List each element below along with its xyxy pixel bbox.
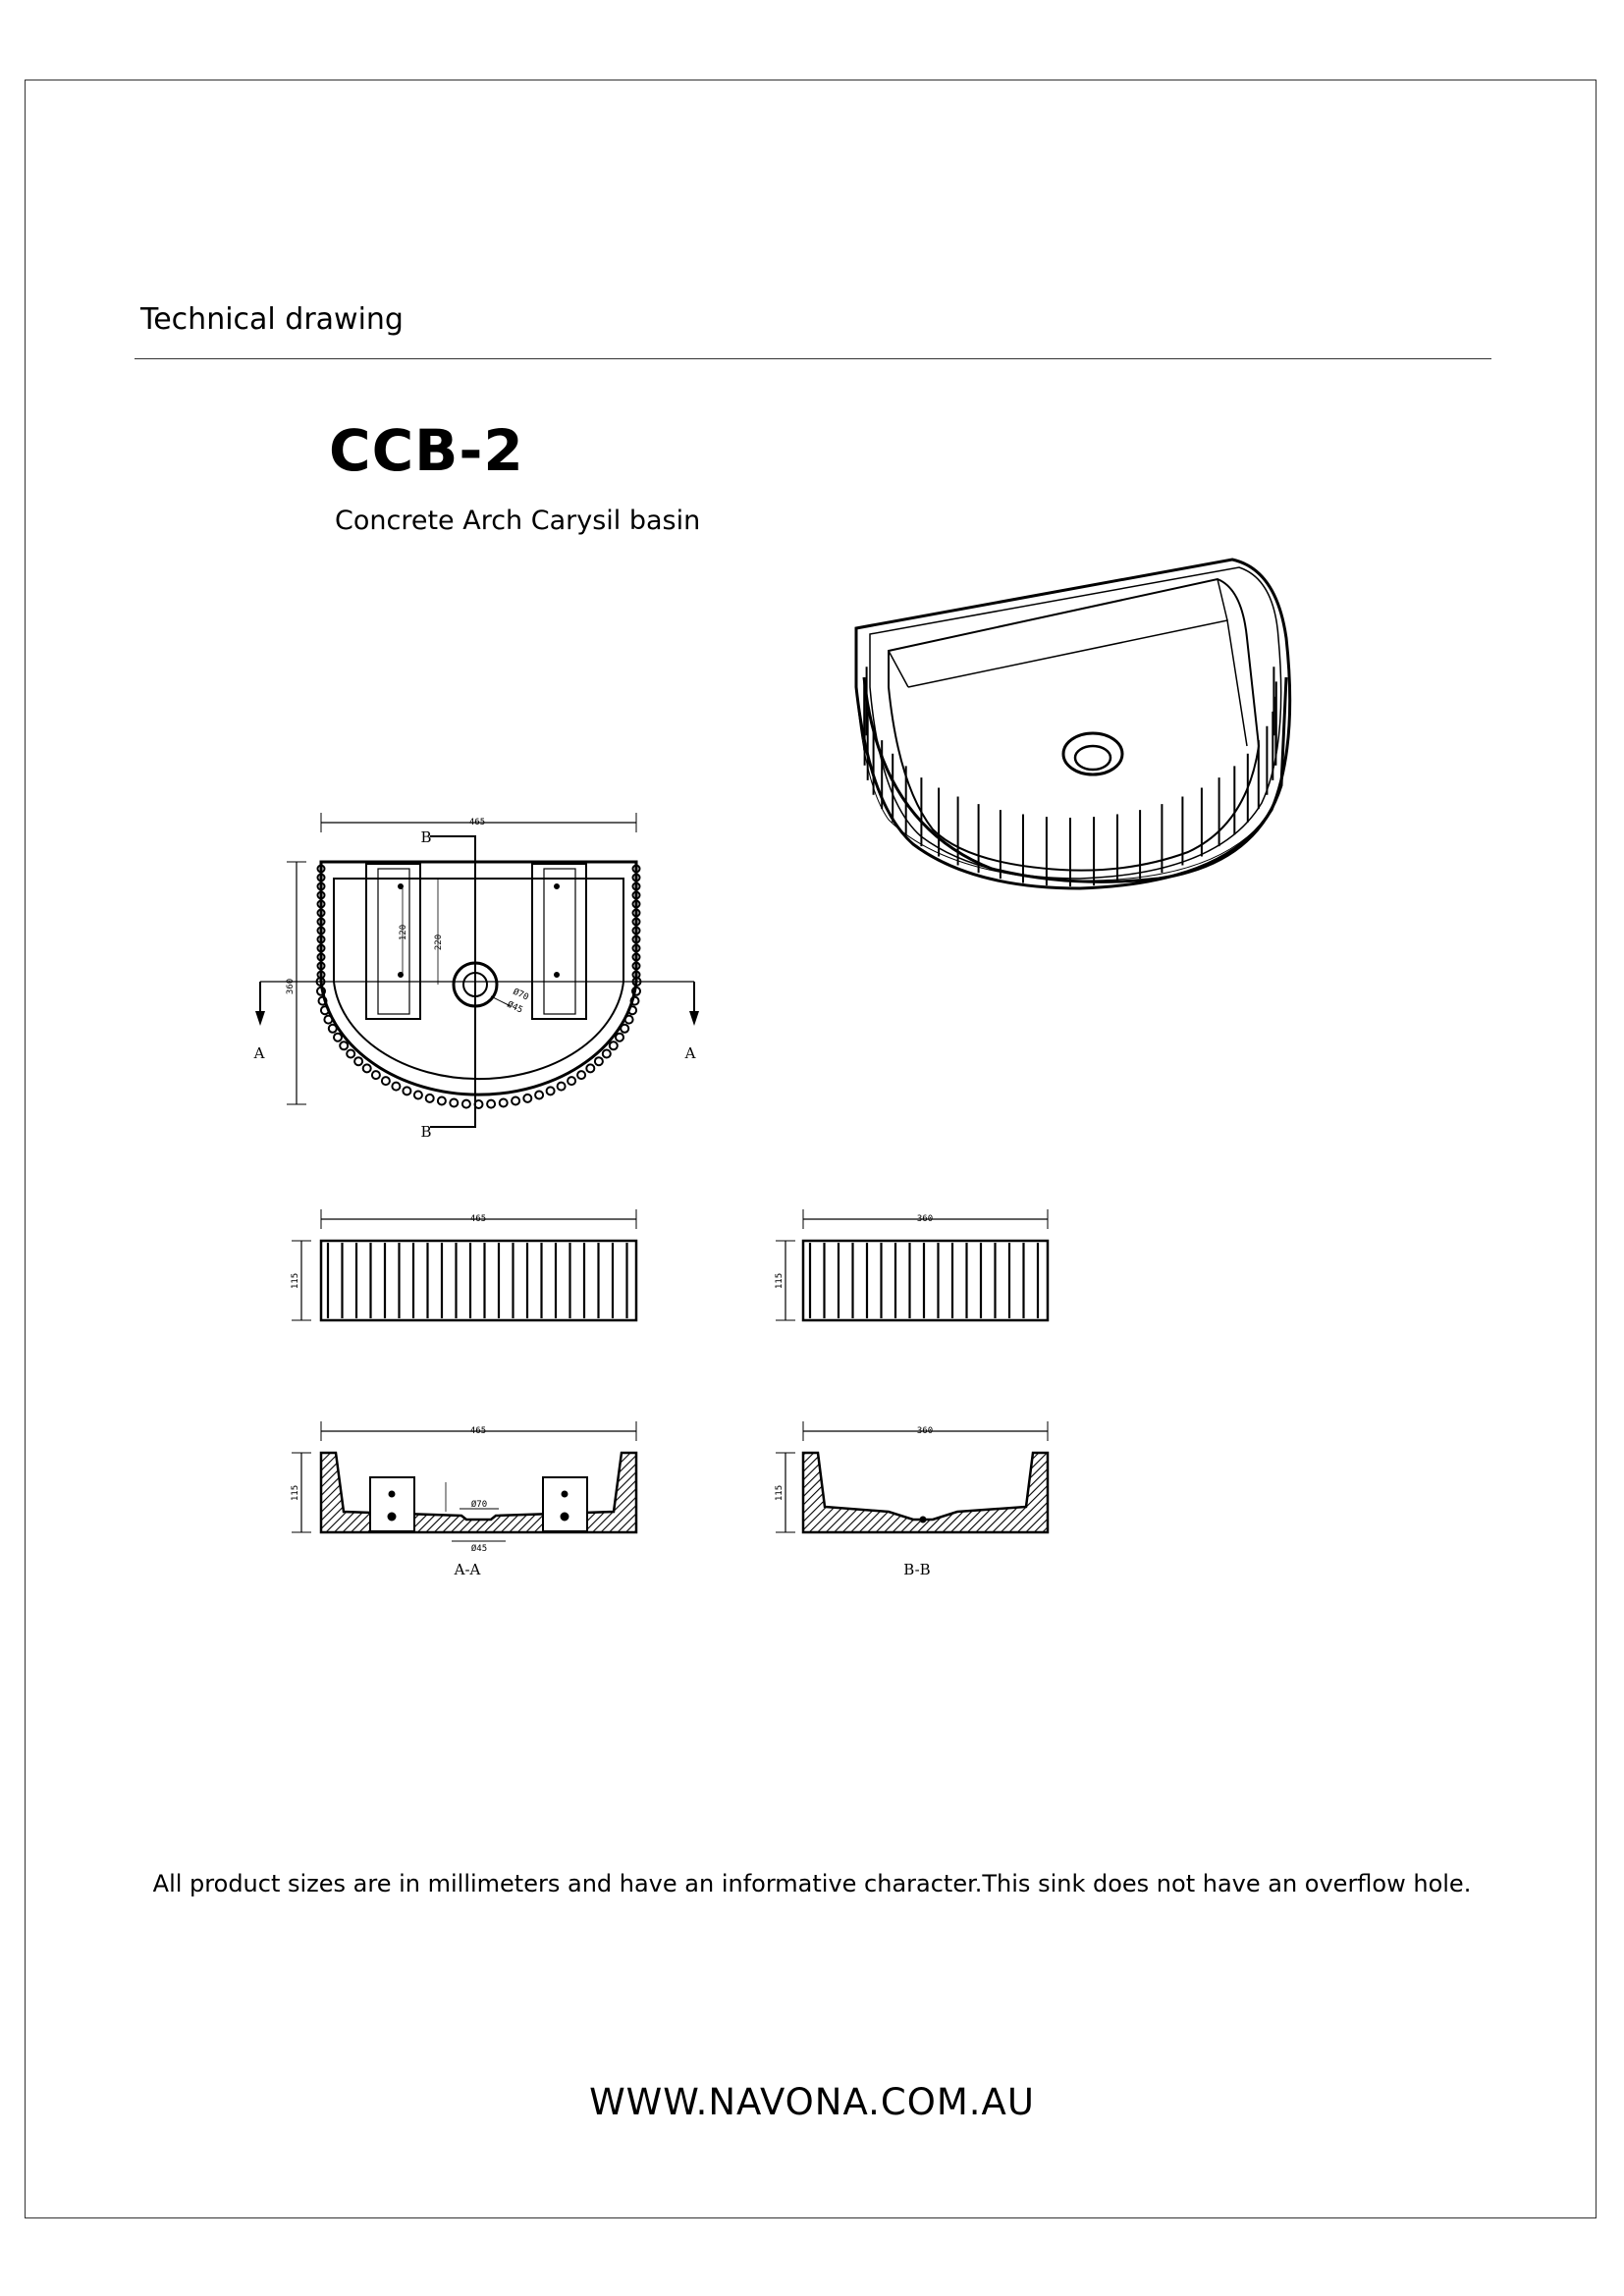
section-bb-label: B-B xyxy=(903,1561,931,1578)
website-link[interactable]: WWW.NAVONA.COM.AU xyxy=(589,2081,1035,2123)
plan-depth-dim: 360 xyxy=(286,978,296,995)
flute-scallop xyxy=(558,1083,566,1091)
front-width-dim: 465 xyxy=(469,1214,487,1224)
flute-scallop xyxy=(625,1016,633,1024)
section-aa-drain-inner: Ø70 xyxy=(470,1500,488,1510)
flute-scallop xyxy=(329,1025,337,1033)
plan-drain-dim-a: Ø70 xyxy=(511,987,530,1003)
flute-scallop xyxy=(616,1034,623,1041)
section-aa-width-dim: 465 xyxy=(469,1426,487,1436)
flute-scallop xyxy=(487,1100,495,1108)
section-aa-drain-outer: Ø45 xyxy=(470,1544,488,1554)
plan-inner-dim-b: 120 xyxy=(399,924,408,941)
flute-scallop xyxy=(426,1095,434,1102)
flute-scallop xyxy=(382,1077,390,1085)
side-elevation xyxy=(776,1209,1048,1320)
flute-scallop xyxy=(438,1097,446,1105)
section-bb xyxy=(776,1421,1048,1532)
flute-scallop xyxy=(414,1092,422,1099)
flute-scallop xyxy=(403,1087,410,1095)
flute-scallop xyxy=(450,1099,458,1107)
flute-scallop xyxy=(363,1064,371,1072)
plan-drain-dim-b: Ø45 xyxy=(505,999,524,1016)
flute-scallop xyxy=(535,1092,543,1099)
plan-width-dim: 465 xyxy=(468,818,486,828)
flute-scallop xyxy=(347,1050,354,1058)
header-title: Technical drawing xyxy=(140,302,404,337)
section-aa xyxy=(292,1421,636,1541)
flute-scallop xyxy=(586,1064,594,1072)
plan-inner-dim-a: 220 xyxy=(434,934,444,951)
flute-scallop xyxy=(334,1034,342,1041)
flute-scallop xyxy=(372,1071,380,1079)
front-elevation-flutes xyxy=(328,1243,627,1318)
flute-scallop xyxy=(462,1100,470,1108)
product-code: CCB-2 xyxy=(329,417,524,484)
flute-scallop xyxy=(340,1041,348,1049)
flute-scallop xyxy=(324,1016,332,1024)
front-height-dim: 115 xyxy=(291,1272,300,1290)
plan-section-marker-bottom: B xyxy=(420,1123,432,1141)
flute-scallop xyxy=(621,1025,628,1033)
flute-scallop xyxy=(523,1095,531,1102)
side-elevation-flutes xyxy=(810,1243,1038,1318)
footer-note: All product sizes are in millimeters and have an informative character.This sink does not have an overflow hole. xyxy=(152,1870,1472,1897)
isometric-bottom-edge xyxy=(864,677,1286,881)
side-width-dim: 360 xyxy=(916,1214,934,1224)
flute-scallop xyxy=(354,1057,362,1065)
plan-section-marker-left: A xyxy=(253,1044,265,1062)
product-name: Concrete Arch Carysil basin xyxy=(335,506,701,536)
section-bb-width-dim: 360 xyxy=(916,1426,934,1436)
flute-scallop xyxy=(568,1077,575,1085)
flute-scallop xyxy=(500,1099,508,1107)
section-bb-height-dim: 115 xyxy=(775,1484,785,1502)
plan-section-marker-right: A xyxy=(684,1044,696,1062)
flute-scallop xyxy=(577,1071,585,1079)
flute-scallop xyxy=(610,1041,618,1049)
flute-scallop xyxy=(603,1050,611,1058)
flute-scallop xyxy=(547,1087,555,1095)
section-aa-label: A-A xyxy=(454,1561,481,1578)
side-height-dim: 115 xyxy=(775,1272,785,1290)
flute-scallop xyxy=(392,1083,400,1091)
flute-scallop xyxy=(512,1097,519,1105)
flute-scallop xyxy=(595,1057,603,1065)
section-aa-height-dim: 115 xyxy=(291,1484,300,1502)
plan-section-marker-top: B xyxy=(420,828,432,846)
